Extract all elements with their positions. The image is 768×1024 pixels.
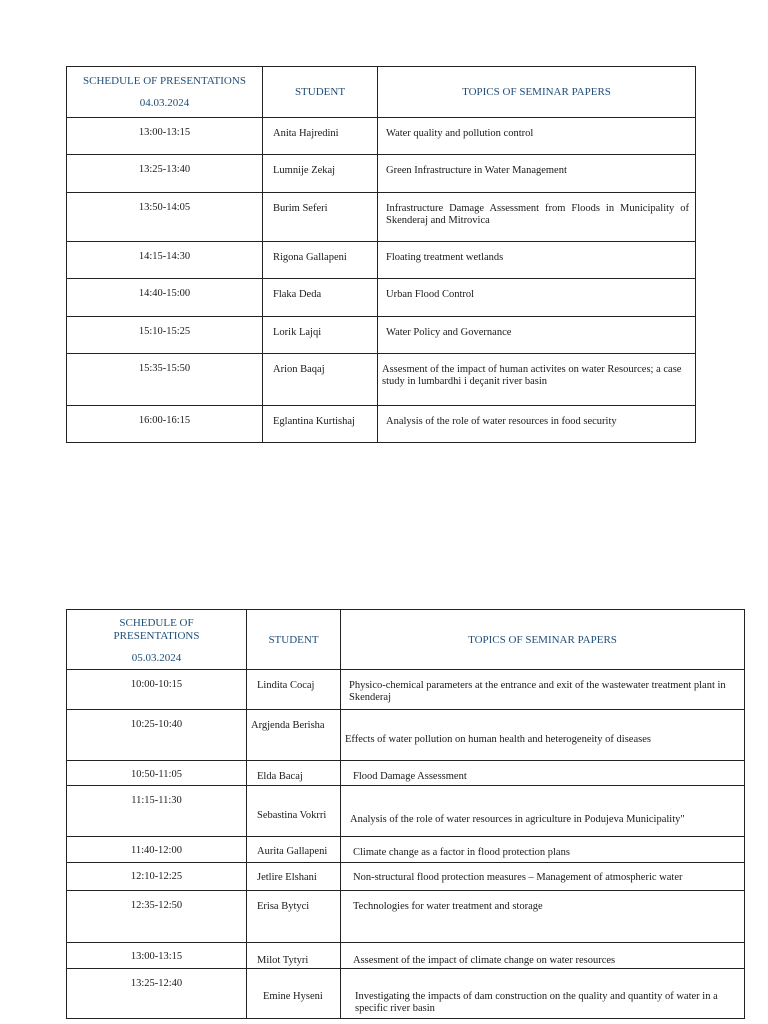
time-slot: 10:25-10:40	[67, 710, 247, 761]
table-row	[67, 317, 696, 354]
time-slot: 15:35-15:50	[67, 354, 263, 406]
table-row	[67, 761, 745, 786]
table-row	[67, 193, 696, 242]
student-name: Eglantina Kurtishaj	[263, 406, 378, 443]
seminar-topic: Assesment of the impact of human activites on water Resources; a case study in lumbardhi i deçanit river basin	[378, 354, 696, 406]
student-heading: STUDENT	[247, 610, 341, 670]
time-slot: 16:00-16:15	[67, 406, 263, 443]
table-row	[67, 969, 745, 1019]
student-name: Burim Seferi	[263, 193, 378, 242]
seminar-topic: Analysis of the role of water resources in food security	[378, 406, 696, 443]
time-slot: 13:00-13:15	[67, 943, 247, 969]
seminar-topic: Analysis of the role of water resources in agriculture in Podujeva Municipality"	[341, 786, 745, 837]
seminar-topic: Physico-chemical parameters at the entrance and exit of the wastewater treatment plant in Skenderaj	[341, 670, 745, 710]
time-slot: 11:15-11:30	[67, 786, 247, 837]
schedule-table-2	[66, 609, 745, 1019]
time-slot: 14:40-15:00	[67, 279, 263, 317]
table-header-row	[67, 67, 696, 118]
table-header-row	[67, 610, 745, 670]
student-name: Jetlire Elshani	[247, 863, 341, 891]
topics-heading: TOPICS OF SEMINAR PAPERS	[378, 67, 696, 118]
student-name: Argjenda Berisha	[247, 710, 341, 761]
table-row	[67, 118, 696, 155]
seminar-topic: Technologies for water treatment and storage	[341, 891, 745, 943]
time-slot: 15:10-15:25	[67, 317, 263, 354]
seminar-topic: Flood Damage Assessment	[341, 761, 745, 786]
student-name: Milot Tytyri	[247, 943, 341, 969]
schedule-header-cell	[67, 67, 263, 118]
table-row	[67, 670, 745, 710]
student-name: Sebastina Vokrri	[247, 786, 341, 837]
time-slot: 14:15-14:30	[67, 242, 263, 279]
seminar-topic: Water quality and pollution control	[378, 118, 696, 155]
time-slot: 12:35-12:50	[67, 891, 247, 943]
schedule-heading: SCHEDULE OF PRESENTATIONS	[83, 74, 246, 87]
time-slot: 13:00-13:15	[67, 118, 263, 155]
student-heading: STUDENT	[263, 67, 378, 118]
table-row	[67, 786, 745, 837]
schedule-header-cell	[67, 610, 247, 670]
seminar-topic: Green Infrastructure in Water Management	[378, 155, 696, 193]
table-row	[67, 354, 696, 406]
seminar-topic: Investigating the impacts of dam construction on the quality and quantity of water in a specific river basin	[341, 969, 745, 1019]
seminar-topic: Effects of water pollution on human health and heterogeneity of diseases	[341, 710, 745, 761]
table-row	[67, 155, 696, 193]
student-name: Lumnije Zekaj	[263, 155, 378, 193]
table-row	[67, 943, 745, 969]
table-row	[67, 891, 745, 943]
time-slot: 13:25-12:40	[67, 969, 247, 1019]
seminar-topic: Water Policy and Governance	[378, 317, 696, 354]
seminar-topic: Climate change as a factor in flood protection plans	[341, 837, 745, 863]
time-slot: 13:50-14:05	[67, 193, 263, 242]
seminar-topic: Non-structural flood protection measures – Management of atmospheric water	[341, 863, 745, 891]
time-slot: 10:50-11:05	[67, 761, 247, 786]
time-slot: 12:10-12:25	[67, 863, 247, 891]
student-name: Erisa Bytyci	[247, 891, 341, 943]
schedule-date: 05.03.2024	[131, 651, 182, 664]
student-name: Anita Hajredini	[263, 118, 378, 155]
student-name: Rigona Gallapeni	[263, 242, 378, 279]
time-slot: 11:40-12:00	[67, 837, 247, 863]
seminar-topic: Infrastructure Damage Assessment from Floods in Municipality of Skenderaj and Mitrovica	[378, 193, 696, 242]
table-row	[67, 279, 696, 317]
table-row	[67, 863, 745, 891]
student-name: Elda Bacaj	[247, 761, 341, 786]
student-name: Flaka Deda	[263, 279, 378, 317]
table-row	[67, 406, 696, 443]
schedule-table-1	[66, 66, 696, 443]
schedule-heading: SCHEDULE OF	[119, 616, 194, 629]
student-name: Aurita Gallapeni	[247, 837, 341, 863]
topics-heading: TOPICS OF SEMINAR PAPERS	[341, 610, 745, 670]
time-slot: 13:25-13:40	[67, 155, 263, 193]
student-name: Lorik Lajqi	[263, 317, 378, 354]
table-row	[67, 710, 745, 761]
seminar-topic: Urban Flood Control	[378, 279, 696, 317]
student-name: Lindita Cocaj	[247, 670, 341, 710]
time-slot: 10:00-10:15	[67, 670, 247, 710]
student-name: Emine Hyseni	[247, 969, 341, 1019]
table-row	[67, 242, 696, 279]
student-name: Arion Baqaj	[263, 354, 378, 406]
seminar-topic: Assesment of the impact of climate change on water resources	[341, 943, 745, 969]
schedule-date: 04.03.2024	[139, 96, 190, 109]
seminar-topic: Floating treatment wetlands	[378, 242, 696, 279]
table-row	[67, 837, 745, 863]
schedule-heading: PRESENTATIONS	[113, 629, 200, 642]
